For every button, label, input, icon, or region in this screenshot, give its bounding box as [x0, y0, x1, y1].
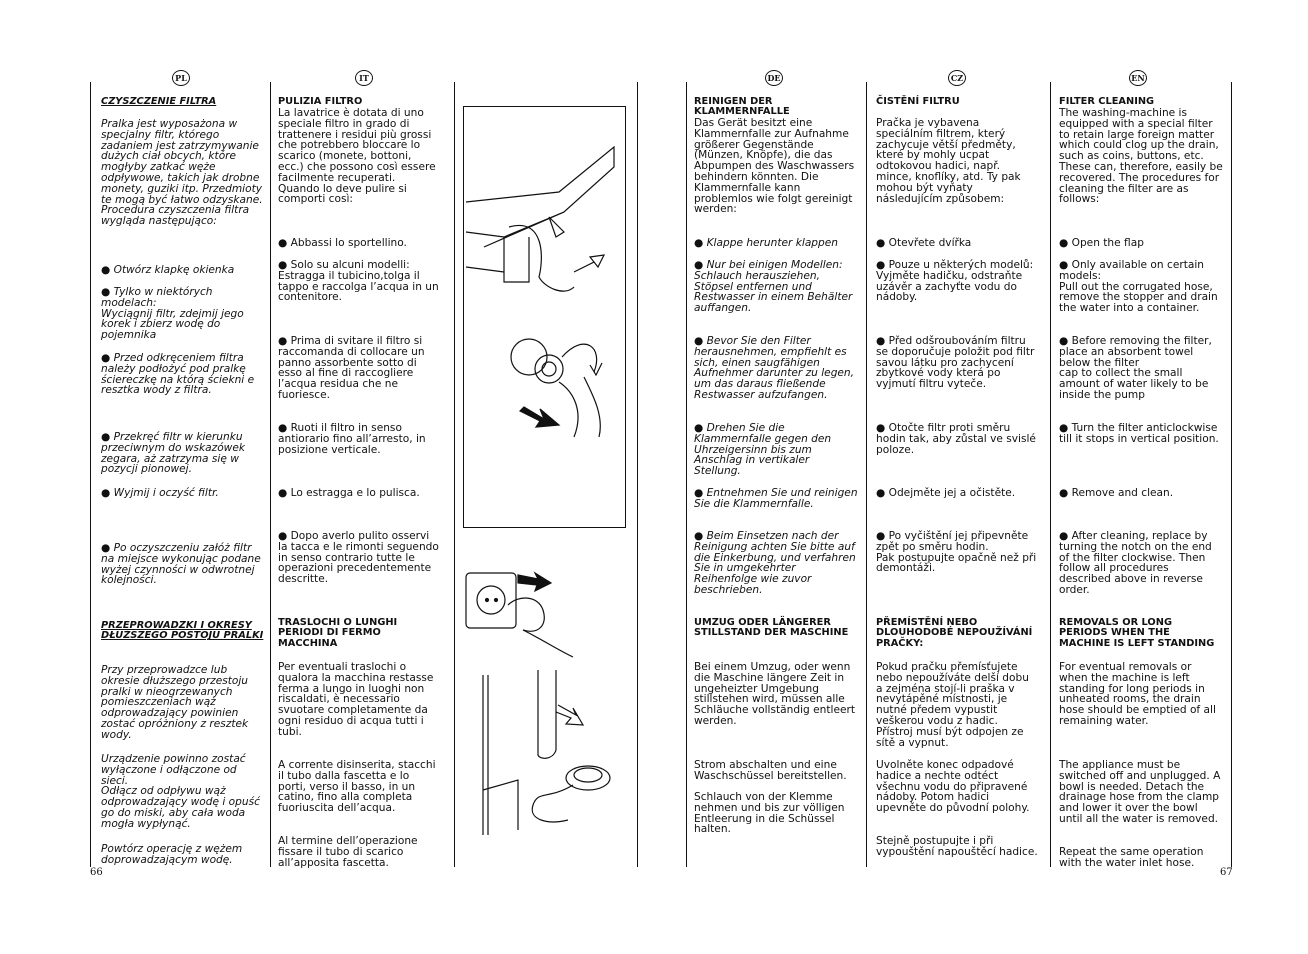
- step-3: ● Before removing the filter, place an absorbent towel below the filter cap to collect the small amount of water likely to be inside the pump: [1059, 335, 1212, 401]
- filter-illustration-box: [463, 106, 626, 528]
- language-badge-en: EN: [1129, 70, 1147, 86]
- step-4: ● Drehen Sie die Klammernfalle gegen den Uhrzeigersinn bis zum Anschlag in vertikaler Stellung.: [694, 422, 832, 478]
- section-title: PŘEMÍSTĚNÍ NEBO DLOUHODOBÉ NEPOUŽÍVÁNÍ PRAČKY:: [876, 617, 1033, 649]
- language-badge-it: IT: [355, 70, 373, 86]
- section-title: PULIZIA FILTRO: [278, 96, 363, 107]
- language-badge-de: DE: [765, 70, 783, 86]
- step-5: ● Wyjmij i oczyść filtr.: [101, 487, 219, 499]
- paragraph: Stejně postupujte i při vypouštění napouštěcí hadice.: [876, 835, 1038, 858]
- step-3: ● Bevor Sie den Filter herausnehmen, empfiehlt es sich, einen saugfähigen Aufnehmer darunter zu legen, um das daraus fließende Restwasser aufzufangen.: [694, 335, 855, 401]
- step-3: ● Przed odkręceniem filtra należy podłożyć pod pralkę ściereczkę na którą ściekni e resztka wody z filtra.: [101, 352, 255, 397]
- paragraph: Per eventuali traslochi o qualora la macchina restasse ferma a lungo in luoghi non riscaldati, è necessario svuotare completamente da ogni residuo di acqua tutti i tubi.: [278, 661, 434, 738]
- drain-hose-bowl-icon: [478, 670, 618, 840]
- step-2: ● Tylko w niektórych modelach: Wyciągnij filtr, zdejmij jego korek i zbierz wodę do pojemnika: [101, 286, 244, 342]
- paragraph: For eventual removals or when the machine is left standing for long periods in unheated rooms, the drain hose should be emptied of all remaining water.: [1059, 661, 1216, 727]
- step-1: ● Otevřete dvířka: [876, 237, 972, 249]
- paragraph: Uvolněte konec odpadové hadice a nechte odtéct všechnu vodu do připravené nádoby. Potom hadici upevněte do původní polohy.: [876, 759, 1030, 815]
- section-title: PRZEPROWADZKI I OKRESY DŁUŻSZEGO POSTOJU PRALKI: [101, 620, 264, 642]
- intro-text: Das Gerät besitzt eine Klammernfalle zur Aufnahme größerer Gegenstände (Münzen, Knöpfe), die das Abpumpen des Waschwassers behindern könnten. Die Klammernfalle kann problemlos wie folgt gereinigt werden:: [694, 117, 855, 216]
- step-3: ● Prima di svitare il filtro si raccomanda di collocare un panno assorbente sotto di esso al fine di raccogliere l’acqua residua che ne fuoriesce.: [278, 335, 425, 401]
- divider: [270, 82, 271, 867]
- paragraph: Przy przeprowadzce lub okresie dłuższego przestoju pralki w nieogrzewanych pomieszczeniach wąż odprowadzający powinien zostać opróżniony z resztek wody.: [101, 664, 249, 741]
- paragraph: Schlauch von der Klemme nehmen und bis zur völligen Entleerung in die Schüssel halten.: [694, 791, 845, 836]
- section-title: ČISTĚNÍ FILTRU: [876, 96, 960, 107]
- intro-text: The washing-machine is equipped with a special filter to retain large foreign matter which could clog up the drain, such as coins, buttons, etc. These can, therefore, easily be recovered. The procedures for cleaning the filter are as follows:: [1059, 107, 1223, 206]
- step-1: ● Open the flap: [1059, 237, 1144, 249]
- step-4: ● Turn the filter anticlockwise till it stops in vertical position.: [1059, 422, 1219, 445]
- paragraph: Repeat the same operation with the water inlet hose.: [1059, 846, 1204, 869]
- socket-plug-icon: [463, 565, 583, 660]
- step-1: ● Klappe herunter klappen: [694, 237, 838, 249]
- step-1: ● Abbassi lo sportellino.: [278, 237, 407, 249]
- unplug-illustration: [463, 565, 583, 660]
- section-title: TRASLOCHI O LUNGHI PERIODI DI FERMO MACCHINA: [278, 617, 398, 649]
- language-badge-pl: PL: [172, 70, 190, 86]
- divider: [454, 82, 455, 867]
- step-2: ● Pouze u některých modelů: Vyjměte hadičku, odstraňte uzávěr a zachyťte vodu do nádoby.: [876, 259, 1034, 304]
- divider: [866, 82, 867, 867]
- paragraph: The appliance must be switched off and unplugged. A bowl is needed. Detach the drainage hose from the clamp and lower it over the bowl until all the water is removed.: [1059, 759, 1221, 825]
- step-6: ● Po oczyszczeniu załóż filtr na miejsce wykonując podane wyżej czynności w odwrotnej kolejności.: [101, 542, 261, 587]
- intro-text: La lavatrice è dotata di uno speciale filtro in grado di trattenere i residui più grossi che potrebbero bloccare lo scarico (monete, bottoni, ecc.) che possono così essere facilmente recuperati. Quando lo deve pulire si comporti così:: [278, 107, 436, 206]
- step-4: ● Ruoti il filtro in senso antiorario fino all’arresto, in posizione verticale.: [278, 422, 426, 456]
- step-5: ● Lo estragga e lo pulisca.: [278, 487, 420, 499]
- step-3: ● Před odšroubováním filtru se doporučuje položit pod filtr savou látku pro zachycení zbytkové vody která po vyjmutí filtru vyteče.: [876, 335, 1035, 391]
- step-5: ● Entnehmen Sie und reinigen Sie die Klammernfalle.: [694, 487, 858, 510]
- step-4: ● Otočte filtr proti směru hodin tak, aby zůstal ve svislé poloze.: [876, 422, 1036, 456]
- paragraph: Al termine dell’operazione fissare il tubo di scarico all’apposita fascetta.: [278, 835, 418, 869]
- step-1: ● Otwórz klapkę okienka: [101, 264, 235, 276]
- section-title: CZYSZCZENIE FILTRA: [101, 96, 217, 107]
- section-title: FILTER CLEANING: [1059, 96, 1155, 107]
- paragraph: Urządzenie powinno zostać wyłączone i odłączone od sieci. Odłącz od odpływu wąż odprowadzający wodę i opuść go do miski, aby cała woda mogła wypłynąć.: [101, 753, 260, 830]
- intro-text: Pralka jest wyposażona w specjalny filtr, którego zadaniem jest zatrzymywanie dużych ciał obcych, które mogłyby zatkać węże odpływowe, takich jak drobne monety, guziki itp. Przedmioty te mogą być łatwo odzyskane. Procedura czyszczenia filtra wygląda następująco:: [101, 118, 263, 228]
- paragraph: Bei einem Umzug, oder wenn die Maschine längere Zeit in ungeheizter Umgebung stillstehen wird, müssen alle Schläuche vollständig entleert werden.: [694, 661, 855, 727]
- paragraph: Strom abschalten und eine Waschschüssel bereitstellen.: [694, 759, 847, 782]
- paragraph: A corrente disinserita, stacchi il tubo dalla fascetta e lo porti, verso il basso, in un catino, fino alla completa fuoriuscita dell’acqua.: [278, 759, 436, 815]
- washing-machine-filter-illustration: [464, 107, 625, 527]
- divider: [90, 82, 91, 867]
- page-number-left: 66: [90, 867, 103, 878]
- step-6: ● Dopo averlo pulito osservi la tacca e le rimonti seguendo in senso contrario tutte le operazioni precedentemente descritte.: [278, 530, 439, 586]
- section-title: REMOVALS OR LONG PERIODS WHEN THE MACHINE IS LEFT STANDING: [1059, 617, 1215, 649]
- section-title: UMZUG ODER LÄNGERER STILLSTAND DER MASCHINE: [694, 617, 849, 639]
- language-badge-cz: CZ: [948, 70, 966, 86]
- step-6: ● Beim Einsetzen nach der Reinigung achten Sie bitte auf die Einkerbung, und verfahren Sie in umgekehrter Reihenfolge wie zuvor beschrieben.: [694, 530, 856, 596]
- step-5: ● Remove and clean.: [1059, 487, 1174, 499]
- step-6: ● Po vyčištění jej připevněte zpět po směru hodin. Pak postupujte opačně než při demontáži.: [876, 530, 1037, 575]
- drain-hose-illustration: [478, 670, 618, 840]
- divider: [637, 82, 638, 867]
- step-4: ● Przekręć filtr w kierunku przeciwnym do wskazówek zegara, aż zatrzyma się w pozycji pionowej.: [101, 431, 246, 476]
- page-number-right: 67: [1220, 867, 1233, 878]
- step-2: ● Solo su alcuni modelli: Estragga il tubicino,tolga il tappo e raccolga l’acqua in un contenitore.: [278, 259, 439, 304]
- section-title: REINIGEN DER KLAMMERNFALLE: [694, 96, 790, 118]
- paragraph: Pokud pračku přemísťujete nebo nepoužíváte delší dobu a zejména stojí-li praška v nevytápěné místnosti, je nutné předem vypustit veškerou vodu z hadic. Přístroj musí být odpojen ze sítě a vypnut.: [876, 661, 1029, 749]
- step-2: ● Only available on certain models: Pull out the corrugated hose, remove the stopper and drain the water into a container.: [1059, 259, 1218, 315]
- step-2: ● Nur bei einigen Modellen: Schlauch herausziehen, Stöpsel entfernen und Restwasser in einem Behälter auffangen.: [694, 259, 853, 315]
- paragraph: Powtórz operację z wężem doprowadzającym wodę.: [101, 843, 243, 866]
- divider: [686, 82, 687, 867]
- step-6: ● After cleaning, replace by turning the notch on the end of the filter clockwise. Then follow all procedures described above in reverse order.: [1059, 530, 1212, 596]
- intro-text: Pračka je vybavena speciálním filtrem, který zachycuje větší předměty, které by mohly ucpat odtokovou hadici, např. mince, knoflíky, atd. Ty pak mohou být vyňaty následujícím způsobem:: [876, 117, 1021, 205]
- divider: [1050, 82, 1051, 867]
- divider: [1231, 82, 1232, 867]
- step-5: ● Odejměte jej a očistěte.: [876, 487, 1016, 499]
